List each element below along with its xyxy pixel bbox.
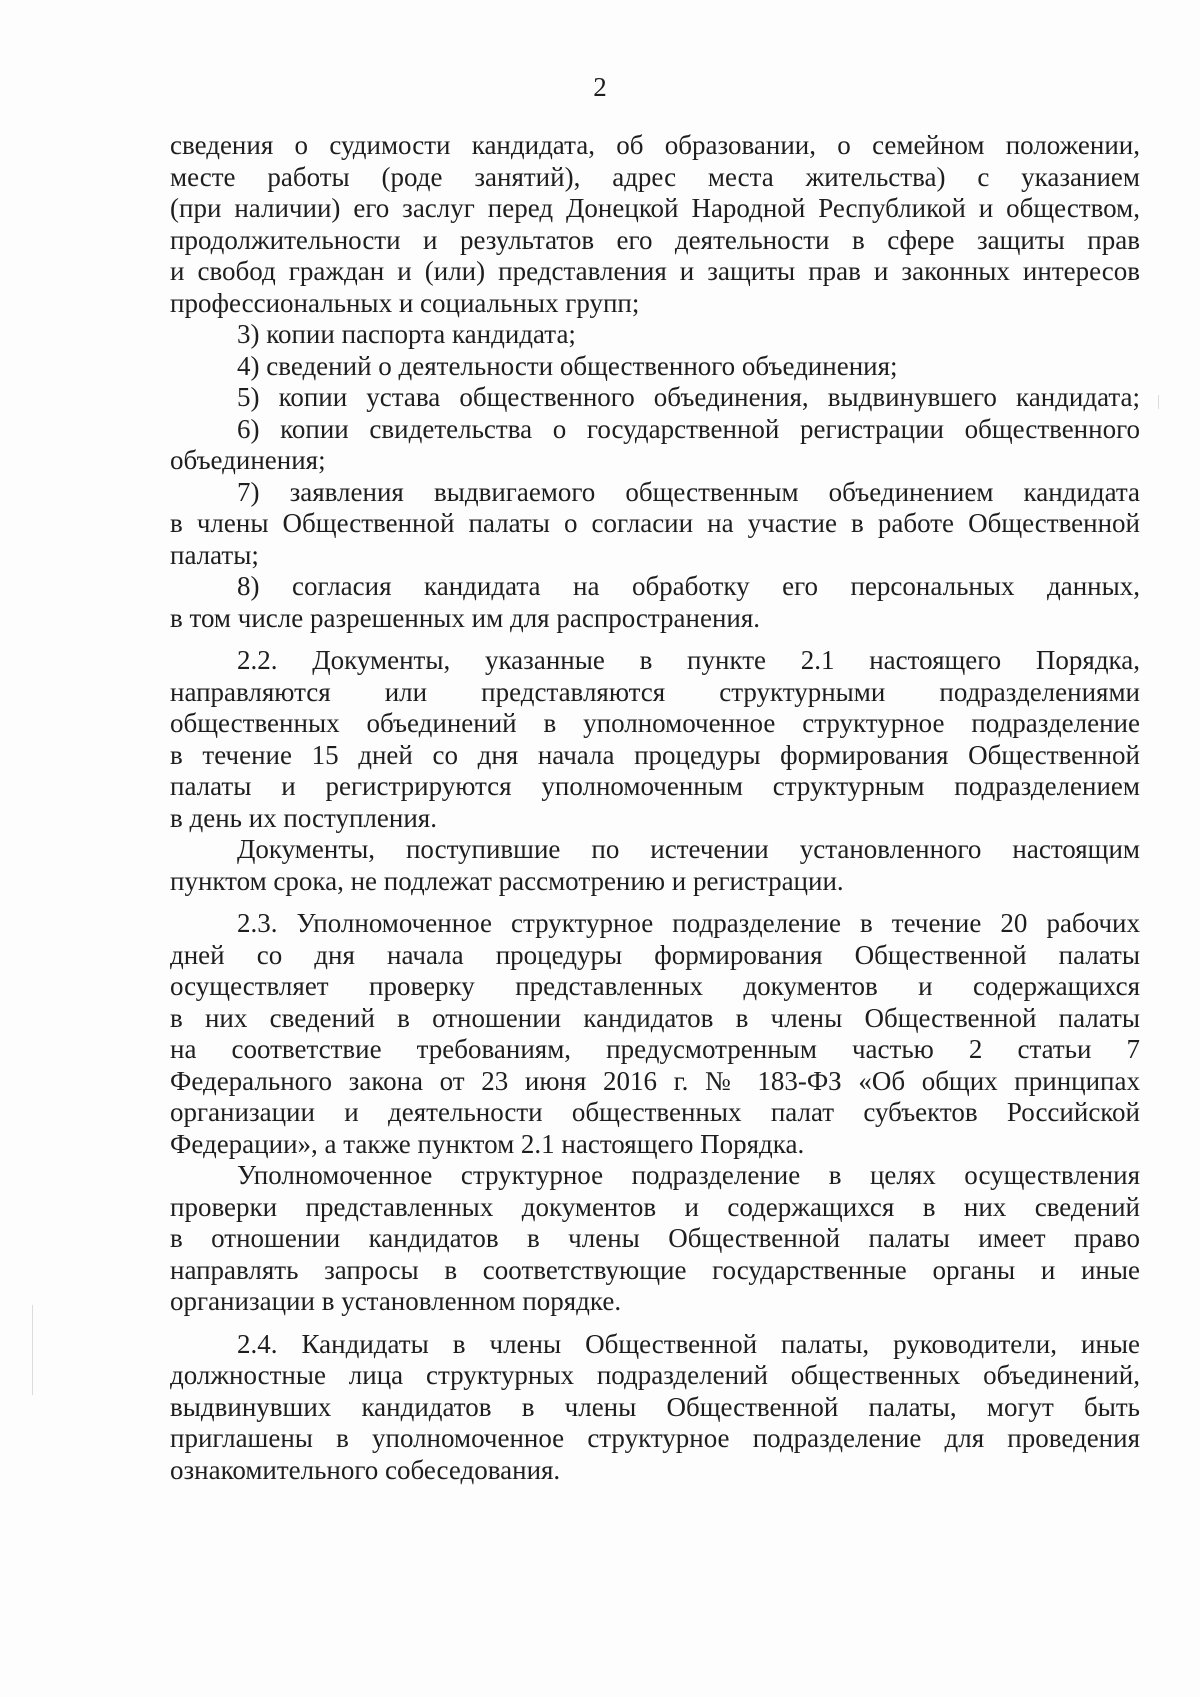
text-line: Федерального закона от 23 июня 2016 г. № 183-ФЗ «Об общих принципах bbox=[170, 1065, 1140, 1096]
section-2-3 bbox=[170, 908, 1140, 1160]
text-line: в том числе разрешенных им для распространения. bbox=[170, 602, 761, 633]
text-line: ознакомительного собеседования. bbox=[170, 1454, 561, 1485]
text-line: выдвинувших кандидатов в члены Общественной палаты, могут быть bbox=[170, 1391, 1140, 1422]
text-line: Уполномоченное структурное подразделение в целях осуществления bbox=[237, 1160, 1140, 1190]
list-item-6 bbox=[170, 414, 1140, 477]
text-line: 8) согласия кандидата на обработку его персональных данных, bbox=[237, 571, 1140, 601]
list-item-4 bbox=[170, 351, 1140, 383]
text-line: 3) копии паспорта кандидата; bbox=[237, 319, 576, 349]
text-line: 4) сведений о деятельности общественного объединения; bbox=[237, 350, 898, 381]
text-line: объединения; bbox=[170, 445, 326, 475]
paragraph-continuation bbox=[170, 130, 1140, 319]
text-line: 2.4. Кандидаты в члены Общественной палаты, руководители, иные bbox=[237, 1328, 1140, 1359]
text-line: дней со дня начала процедуры формирования Общественной палаты bbox=[170, 939, 1140, 970]
list-item-8 bbox=[170, 571, 1140, 634]
text-line: приглашены в уполномоченное структурное подразделение для проведения bbox=[170, 1423, 1140, 1453]
text-line: 7) заявления выдвигаемого общественным объединением кандидата bbox=[237, 476, 1140, 507]
page-number: 2 bbox=[593, 72, 607, 102]
text-line: общественных объединений в уполномоченное структурное подразделение bbox=[170, 708, 1140, 738]
text-line: организации и деятельности общественных палат субъектов Российской bbox=[170, 1097, 1140, 1127]
text-line: месте работы (роде занятий), адрес места жительства) с указанием bbox=[170, 161, 1140, 192]
scan-edge-mark bbox=[1158, 395, 1159, 409]
text-line: сведения о судимости кандидата, об образовании, о семейном положении, bbox=[170, 130, 1140, 160]
text-line: и свобод граждан и (или) представления и защиты прав и законных интересов bbox=[170, 256, 1140, 286]
text-line: пунктом срока, не подлежат рассмотрению и регистрации. bbox=[170, 865, 844, 896]
scan-edge-mark bbox=[32, 1305, 33, 1395]
text-line: 6) копии свидетельства о государственной регистрации общественного bbox=[237, 413, 1140, 444]
text-line: в отношении кандидатов в члены Общественной палаты имеет право bbox=[170, 1223, 1140, 1253]
text-line: Федерации», а также пунктом 2.1 настоящего Порядка. bbox=[170, 1128, 805, 1159]
text-line: 2.2. Документы, указанные в пункте 2.1 настоящего Порядка, bbox=[237, 645, 1140, 675]
list-item-7 bbox=[170, 477, 1140, 572]
document-body bbox=[170, 130, 1140, 1486]
text-line: направлять запросы в соответствующие государственные органы и иные bbox=[170, 1254, 1140, 1285]
text-line: в члены Общественной палаты о согласии на участие в работе Общественной bbox=[170, 508, 1140, 538]
text-line: проверки представленных документов и содержащихся в них сведений bbox=[170, 1191, 1140, 1222]
text-line: 2.3. Уполномоченное структурное подразделение в течение 20 рабочих bbox=[237, 908, 1140, 938]
text-line: на соответствие требованиям, предусмотренным частью 2 статьи 7 bbox=[170, 1034, 1140, 1064]
text-line: продолжительности и результатов его деятельности в сфере защиты прав bbox=[170, 224, 1140, 255]
section-2-4 bbox=[170, 1329, 1140, 1487]
text-line: палаты; bbox=[170, 539, 259, 570]
section-2-2-note bbox=[170, 834, 1140, 897]
text-line: осуществляет проверку представленных документов и содержащихся bbox=[170, 971, 1140, 1001]
text-line: в них сведений в отношении кандидатов в члены Общественной палаты bbox=[170, 1002, 1140, 1033]
text-line: Документы, поступившие по истечении установленного настоящим bbox=[237, 834, 1140, 864]
text-line: палаты и регистрируются уполномоченным структурным подразделением bbox=[170, 771, 1140, 801]
section-2-3-note bbox=[170, 1160, 1140, 1318]
text-line: профессиональных и социальных групп; bbox=[170, 287, 640, 318]
list-item-3 bbox=[170, 319, 1140, 351]
text-line: организации в установленном порядке. bbox=[170, 1286, 622, 1316]
text-line: 5) копии устава общественного объединения, выдвинувшего кандидата; bbox=[237, 382, 1140, 412]
text-line: в день их поступления. bbox=[170, 802, 437, 833]
text-line: в течение 15 дней со дня начала процедуры формирования Общественной bbox=[170, 739, 1140, 770]
text-line: должностные лица структурных подразделений общественных объединений, bbox=[170, 1360, 1140, 1390]
text-line: (при наличии) его заслуг перед Донецкой Народной Республикой и обществом, bbox=[170, 193, 1140, 223]
list-item-5 bbox=[170, 382, 1140, 414]
text-line: направляются или представляются структурными подразделениями bbox=[170, 676, 1140, 707]
section-2-2 bbox=[170, 645, 1140, 834]
